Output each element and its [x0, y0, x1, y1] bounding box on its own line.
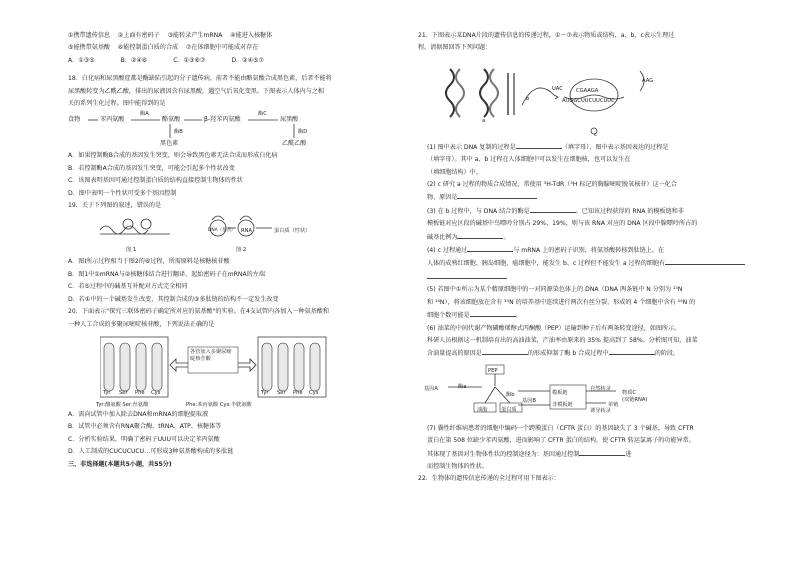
q18-stem-2: 尿黑酸转变为乙酰乙酸，排出的尿液因含有尿黑酸，遇空气后氧化变黑。下图表示人体内与之相 — [68, 87, 324, 95]
q19-option-a[interactable]: A．图Ⅰ所示过程相当于图2的⑥过程，所需原料是核糖核苷酸 — [68, 258, 230, 266]
pathway-enz-d: 酶D — [298, 129, 308, 136]
q21-answer-lines — [418, 141, 768, 361]
answer-text: 细胞个数可能是 — [427, 312, 470, 320]
pathway-enz-c: 酶C — [258, 111, 267, 118]
label-c: c — [594, 131, 597, 138]
pathway-tyr: 酪氨酸 — [162, 116, 181, 124]
tube-caption-mid: Phe:苯丙氨酸 Cys:半胱氨酸 — [186, 401, 252, 408]
answer-text: 人体的成熟红细胞、胰岛细胞、癌细胞中，能发生 b、c 过程但不能发生 a 过程的细胞有 — [427, 260, 666, 268]
answer-blank[interactable] — [467, 244, 513, 252]
fig2-gene-a: 基因A — [424, 385, 438, 392]
answer-line — [418, 154, 768, 166]
answer-text: 其体现了基因对生物体性状的控制途径为：基因通过控制 — [427, 450, 580, 458]
answer-line — [418, 461, 768, 473]
option-b[interactable]: B．②④⑥ — [120, 56, 148, 64]
item-4: ④能进入核糖体 — [230, 32, 273, 39]
q20-option-b[interactable]: B．试管中必须含有RNA聚合酶、tRNA、ATP、核糖体等 — [68, 423, 222, 431]
tube-label-cys-2: Cys — [309, 389, 319, 396]
answer-text: 而控制生物体的性状。 — [427, 462, 488, 470]
q19-figures — [68, 212, 404, 256]
answer-text: (2) c 研究 a 过程的物质合成情况，常使用 ³H-TdR（³H 标记的胸腺嘧啶脱氧核苷）这一化合 — [427, 181, 677, 189]
answer-line — [418, 323, 768, 335]
answer-line — [418, 205, 768, 218]
pathway-food: 食物 — [68, 116, 81, 124]
answer-text: (5) 若图中①所示为某个精原细胞中的一对同源染色体上的 DNA（DNA 两条链中 N 分别为 ¹⁵N — [427, 286, 683, 294]
q19-option-b[interactable]: B．图1中①mRNA与②核糖体结合进行翻译，起始密码子在mRNA的左端 — [68, 270, 265, 278]
answer-blank[interactable] — [579, 448, 625, 456]
answer-line — [418, 179, 768, 191]
label-seq2: AUGGCUUCUUCUUC — [562, 97, 615, 104]
tube-label-phe-2: Phe — [293, 389, 303, 396]
fig2-oil: 油脂 — [477, 406, 488, 413]
tube-label-phe: Phe — [135, 389, 145, 396]
q22-stem: 22．生物体的遗传信息传递的全过程可用下图表示： — [418, 475, 560, 483]
q19-dna: DNA（基因） — [208, 228, 236, 234]
answer-line — [418, 435, 768, 447]
test-tubes-figure — [68, 331, 404, 409]
q20-option-a[interactable]: A．需向试管中加入除去DNA和mRNA的细胞提取液 — [68, 410, 209, 418]
answer-text: 和 ¹⁴N），将该细胞放在含有 ¹⁵N 的培养基中连续进行两次有丝分裂，形成的 4 个细胞中含有 ¹⁵N 的 — [427, 298, 696, 306]
fig2-double-rna: (双链RNA) — [622, 396, 648, 403]
q18-stem-3: 关的系列生化过程。图中能得到的是 — [68, 100, 166, 108]
answer-text: （填字母）。其中 a、b 过程在人体细胞中可以发生在细胞核，也可以发生在 — [427, 156, 631, 164]
answer-line — [418, 167, 768, 179]
answer-blank[interactable] — [457, 191, 537, 199]
label-b: b — [526, 95, 530, 102]
tube-note: 各管加入多聚尿嘧啶核苷酸 — [190, 348, 232, 362]
label-aag: AAG — [642, 77, 654, 84]
pathway-hga: 尿黑酸 — [280, 116, 299, 124]
q18-option-b[interactable]: B．若控制酶A合成的基因发生突变，可能会引起多个性状改变 — [68, 164, 235, 172]
item-2: ②上面有密码子 — [117, 32, 160, 39]
item-3: ③能转录产生mRNA — [167, 32, 223, 39]
q18-stem-1: 18．白化病和尿黑酸症都是酶缺陷引起的分子遗传病，前者不能由酪氨酸合成黑色素，后者不能将 — [68, 75, 332, 83]
answer-blank[interactable] — [530, 205, 576, 213]
pathway-hpp: β-羟苯丙氨酸 — [204, 116, 241, 124]
answer-blank[interactable] — [482, 347, 528, 355]
fig2-substance-c: 物质C — [622, 389, 636, 396]
answer-text: 的阶段。 — [654, 350, 680, 358]
fig2-enz-b: 酶b — [506, 391, 515, 398]
fig2-transcribe2: 诱导转录 — [590, 407, 611, 414]
fig2-single: 单链 — [608, 401, 619, 408]
tube-label-ser: Ser — [119, 389, 128, 396]
answer-text: 与 mRNA 上的密码子识别，将氨基酸转移到肽链上。在 — [513, 247, 664, 255]
fig2-enz-a: 酶a — [458, 383, 467, 390]
tube-caption-left: Tyr:酪氨酸 Ser:丝氨酸 — [96, 401, 149, 408]
dna-transmission-figure — [418, 55, 768, 141]
q20-option-c[interactable]: C．分析实验结果，明确了密码子UUU可以决定苯丙氨酸 — [68, 435, 220, 443]
label-uac: UAC — [552, 85, 563, 92]
answer-text: 模板链对应区段的碱基中鸟嘌呤分别占 29%、19%，则与该 RNA 对应的 DNA 区段中腺嘌呤所占的 — [427, 220, 698, 228]
q19-stem: 19．关于下列图的叙述，错误的是 — [68, 202, 162, 210]
q19-protein: 蛋白质（性状） — [274, 228, 311, 235]
answer-line — [418, 231, 768, 244]
q17-options — [68, 55, 404, 67]
q19-figure-graphics — [68, 212, 404, 248]
q21-stem-1: 21．下图表示某DNA片段的遗传信息的传递过程，①～⑦表示物质或结构，a、b、c表示生理过 — [418, 32, 675, 39]
fig2-protein: 蛋白质 — [501, 406, 517, 413]
q18-option-c[interactable]: C．该图表明基因可通过控制蛋白质的结构直接控制生物体的性状 — [68, 177, 243, 185]
answer-line — [418, 244, 768, 257]
answer-text: 科研人员根据这一机制培育出的高油油菜，产油率由原来的 35% 提高到了 58%。分析图可知，油菜 — [427, 336, 698, 344]
pathway-acetoacetate: 乙酰乙酸 — [282, 140, 307, 148]
answer-line — [418, 448, 768, 461]
q19-rna: RNA — [241, 228, 253, 235]
answer-blank[interactable] — [427, 271, 507, 279]
answer-text: (1) 图中表示 DNA 复制的过程是 — [427, 143, 516, 151]
pathway-phe: 苯丙氨酸 — [100, 116, 125, 124]
answer-text: 的形成抑制了酶 b 合成过程中 — [527, 350, 609, 358]
item-6: ⑥能控制蛋白质的合成 — [117, 44, 179, 52]
fig2-pep: PEP — [488, 367, 498, 374]
tube-label-ser-2: Ser — [277, 389, 286, 396]
answer-line — [418, 297, 768, 309]
answer-line — [418, 218, 768, 230]
answer-text: （填字母），图中表示基因表达的过程是 — [561, 143, 669, 151]
pathway-enz-a: 酶A — [140, 111, 149, 118]
q19-fig1-label: 图 1 — [126, 247, 137, 254]
item-5: ⑤能携带氨基酸 — [68, 44, 111, 52]
answer-blank[interactable] — [457, 231, 503, 239]
answer-text: 。 — [503, 233, 510, 241]
tube-label-tyr: Tyr — [103, 389, 111, 396]
q17-items-row1 — [68, 30, 404, 42]
answer-text: (4) c 过程通过 — [427, 247, 468, 255]
label-a: a — [482, 117, 486, 124]
q21-stem-2: 程。请据图回答下列问题： — [418, 44, 492, 52]
left-column — [68, 30, 404, 471]
answer-text: (6) 油菜的中间代谢产物磷酸烯醇式丙酮酸（PEP）运输到种子后有两条转变途径，如图所示。 — [427, 324, 681, 332]
q20-stem-1: 20．下面表示"探究三联体密码子确定所对应的氨基酸"的实验。在4支试管内各加入一种氨基酸和 — [68, 308, 329, 316]
fig2-gene-b: 基因B — [522, 397, 536, 404]
tube-label-cys: Cys — [151, 389, 161, 396]
answer-text: 。已知该过程获得的 RNA 的模板链和非 — [575, 207, 684, 215]
q21-answer-lines-2 — [418, 423, 768, 474]
fig2-nontemplate: 非模板链 — [552, 401, 573, 408]
label-seq1: CGAAGA — [576, 87, 599, 94]
q18-option-a[interactable]: A．如果控制酶B合成的基因发生突变，则会导致黑色素无法合成而形成白化病 — [68, 152, 278, 160]
q19-option-d[interactable]: D．若①中的一个碱基发生改变，其控制合成的③多肽链的结构不一定发生改变 — [68, 295, 279, 303]
oil-pathway-figure — [418, 361, 768, 423]
option-d[interactable]: D．②④⑤⑦ — [231, 56, 264, 64]
answer-line — [418, 423, 768, 435]
right-column — [418, 30, 768, 486]
option-c[interactable]: C．①③⑥⑦ — [173, 56, 206, 64]
answer-text: (7) 囊性纤维病患者的细胞中编码一个跨膜蛋白（CFTR 蛋白）的基因缺失了 3 个碱基，导致 CFTR — [427, 424, 694, 432]
q18-option-d[interactable]: D．图中表明一个性状可受多个基因控制 — [68, 189, 177, 197]
answer-line — [418, 347, 768, 360]
answer-text: 蛋白在第 508 位缺少苯丙氨酸，进而影响了 CFTR 蛋白的结构，使 CFTR 转运氯离子的功能异常。 — [427, 437, 695, 445]
answer-text: (3) 在 b 过程中，与 DNA 结合的酶是 — [427, 207, 530, 215]
q19-fig2-label: 图 2 — [236, 247, 247, 254]
q17-items-row2 — [68, 42, 404, 54]
dna-transmission-graphic — [444, 57, 664, 139]
answer-line — [418, 309, 768, 322]
answer-line — [418, 284, 768, 296]
fig2-template: 模板链 — [552, 389, 568, 396]
tube-label-tyr-2: Tyr — [261, 389, 269, 396]
answer-blank[interactable] — [665, 257, 745, 265]
fig2-transcribe1: 自然转录 — [590, 385, 611, 392]
q20-stem-2: 一种人工合成的多聚尿嘧啶核苷酸，下列说法正确的是 — [68, 320, 215, 328]
answer-text: （填细胞结构）中。 — [427, 168, 482, 176]
answer-blank[interactable] — [516, 141, 562, 149]
q20-option-d[interactable]: D．人工制成的CUCUCUCU…可形成3种氨基酸构成的多肽链 — [68, 448, 234, 456]
pathway-melanin: 黑色素 — [160, 140, 179, 148]
answer-text: 。 — [515, 312, 522, 320]
q19-option-c[interactable]: C．若⑤过程中的碱基互补配对方式完全相同 — [68, 283, 188, 291]
item-1: ①携带遗传信息 — [68, 32, 111, 39]
answer-line — [418, 271, 768, 284]
answer-blank[interactable] — [470, 309, 516, 317]
answer-line — [418, 335, 768, 347]
pathway-enz-b: 酶B — [174, 129, 183, 136]
answer-line — [418, 141, 768, 154]
answer-text: 碱基比例为 — [427, 233, 458, 241]
answer-blank[interactable] — [609, 347, 655, 355]
option-a[interactable]: A．①③⑤ — [68, 56, 95, 64]
answer-text: 进 — [625, 450, 632, 458]
answer-text: 物，原因是 — [427, 194, 458, 202]
answer-line — [418, 257, 768, 270]
metabolic-pathway-diagram — [68, 110, 404, 150]
answer-line — [418, 191, 768, 204]
answer-text: 含油量提高的原因是 — [427, 350, 482, 358]
item-7: ⑦在体细胞中可能成对存在 — [185, 44, 259, 52]
section-heading: 三、非选择题(本题共5小题，共55分) — [68, 460, 172, 468]
